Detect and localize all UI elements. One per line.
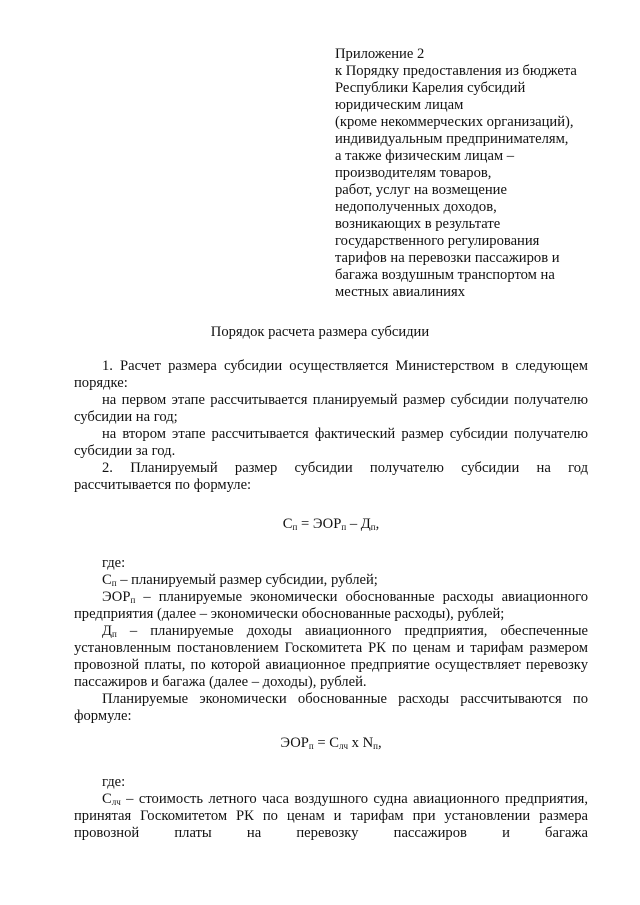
appendix-line: Приложение 2 — [335, 46, 425, 62]
appendix-line: багажа воздушным транспортом на — [335, 267, 555, 283]
definition-dp: $Д_п$ – планируемые доходы авиационного предприятия, обеспеченные установленным постановлением Госкомитета РК по ценам и тарифам размером провозной платы, по которой авиационное предприятие осуществляет перевозку пассажиров и багажа (далее – доходы), рублей. — [74, 623, 588, 690]
appendix-line: к Порядку предоставления из бюджета — [335, 63, 577, 79]
definition-sp: $С_п$ – планируемый размер субсидии, рублей; — [102, 572, 378, 588]
definition-sl: $С_{лч}$ – стоимость летного часа воздушного судна авиационного предприятия, принятая Госкомитетом РК по ценам и тарифам при установлении размера провозной платы на перевозку пассажиров и багажа — [74, 791, 588, 841]
appendix-line: местных авиалиниях — [335, 284, 465, 300]
appendix-line: а также физическим лицам – — [335, 148, 515, 164]
paragraph-planned-costs: Планируемые экономически обоснованные расходы рассчитываются по формуле: — [74, 691, 588, 724]
definition-eor: $ЭОР_п$ – планируемые экономически обоснованные расходы авиационного предприятия (далее – экономически обоснованные расходы), рублей; — [74, 589, 588, 622]
paragraph-stage-1: на первом этапе рассчитывается планируемый размер субсидии получателю субсидии на год; — [74, 392, 588, 425]
appendix-line: возникающих в результате — [335, 216, 501, 232]
where-label: где: — [102, 555, 126, 571]
paragraph-stage-2: на втором этапе рассчитывается фактический размер субсидии получателю субсидии за год. — [74, 426, 588, 459]
appendix-line: юридическим лицам — [335, 97, 464, 113]
formula-planned-subsidy: $С_п = ЭОР_п - Д_п$, — [282, 516, 380, 532]
appendix-line: производителям товаров, — [335, 165, 492, 181]
appendix-header — [335, 46, 635, 301]
where-label: где: — [102, 774, 126, 790]
formula-planned-costs: $ЭОР_п = С_{лч}$ х $N_п$, — [280, 735, 382, 751]
document-body — [74, 358, 588, 842]
appendix-line: недополученных доходов, — [335, 199, 497, 215]
paragraph-2: 2. Планируемый размер субсидии получателю субсидии на год рассчитывается по формуле: — [74, 460, 588, 493]
appendix-line: тарифов на перевозки пассажиров и — [335, 250, 560, 266]
appendix-line: работ, услуг на возмещение — [335, 182, 507, 198]
appendix-line: государственного регулирования — [335, 233, 540, 249]
appendix-line: Республики Карелия субсидий — [335, 80, 526, 96]
document-title: Порядок расчета размера субсидии — [210, 324, 430, 340]
paragraph-1: 1. Расчет размера субсидии осуществляется Министерством в следующем порядке: — [74, 358, 588, 391]
appendix-line: (кроме некоммерческих организаций), — [335, 114, 574, 130]
appendix-line: индивидуальным предпринимателям, — [335, 131, 569, 147]
